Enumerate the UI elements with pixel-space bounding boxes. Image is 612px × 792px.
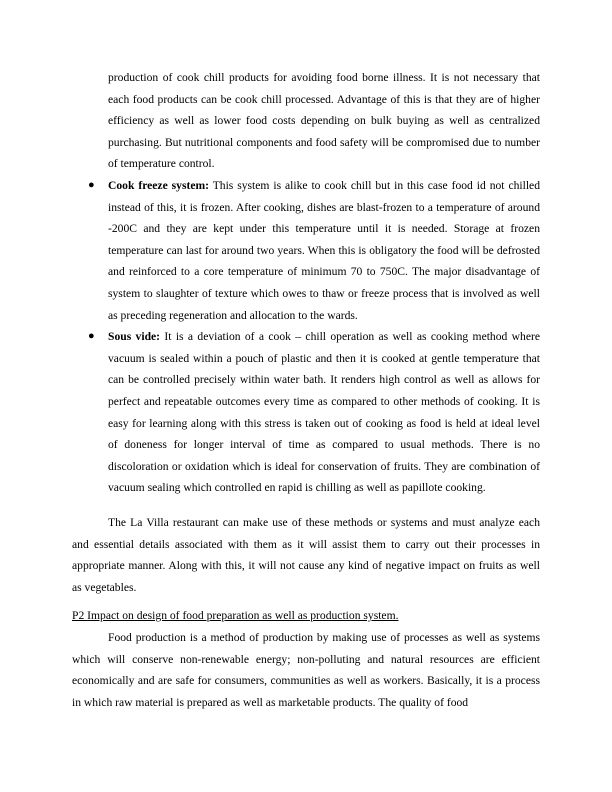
bullet-icon: ●: [88, 179, 95, 191]
bullet-text: It is a deviation of a cook – chill operation as well as cooking method where vacuum is sealed within a pouch of plastic and then it is cooked at gentle temperature that can be controlled precisely within water bath. It renders high control as well as allows for perfect and repeatable outcomes every time as compared to other methods of cooking. It is easy for learning along with this stress is taken out of cooking as food is held at ideal level of doneness for longer interval of time as compared to usual methods. There is no discoloration or oxidation which is ideal for conservation of fruits. They are combination of vacuum sealing which controlled en rapid is chilling as well as papillote cooking.: [108, 330, 540, 495]
list-item-cook-freeze: [88, 175, 540, 326]
section-heading: P2 Impact on design of food preparation as well as production system.: [72, 609, 399, 622]
cook-chill-continuation: production of cook chill products for avoiding food borne illness. It is not necessary that each food products can be cook chill processed. Advantage of this is that they are of higher efficiency as well as lower food costs depending on bulk buying as well as centralized purchasing. But nutritional components and food safety will be compromised due to number of temperature control.: [108, 71, 540, 171]
bullet-term: Sous vide:: [108, 330, 161, 344]
production-systems-list: [88, 175, 540, 499]
la-villa-paragraph: The La Villa restaurant can make use of these methods or systems and must analyze each and essential details associated with them as it will assist them to carry out their processes in appropriate manner. Along with this, it will not cause any kind of negative impact on fruits as well as vegetables.: [72, 516, 540, 594]
bullet-term: Cook freeze system:: [108, 179, 209, 192]
bullet-text: This system is alike to cook chill but in this case food id not chilled instead of this, it is frozen. After cooking, dishes are blast-frozen to a temperature of around -200C and they are kept under this temperature until it is needed. Storage at frozen temperature can last for around two years. When this is obligatory the food will be defrosted and reinforced to a core temperature of minimum 70 to 750C. The major disadvantage of system to slaughter of texture which owes to thaw or freeze process that is involved as well as preceding regeneration and allocation to the wards.: [108, 179, 540, 322]
bullet-icon: ●: [88, 330, 95, 343]
food-production-paragraph: Food production is a method of production by making use of processes as well as systems which will conserve non-renewable energy; non-polluting and natural resources are efficient economically and are safe for consumers, communities as well as workers. Basically, it is a process in which raw material is prepared as well as marketable products. The quality of food: [72, 631, 540, 709]
list-item-sous-vide: [88, 326, 540, 499]
